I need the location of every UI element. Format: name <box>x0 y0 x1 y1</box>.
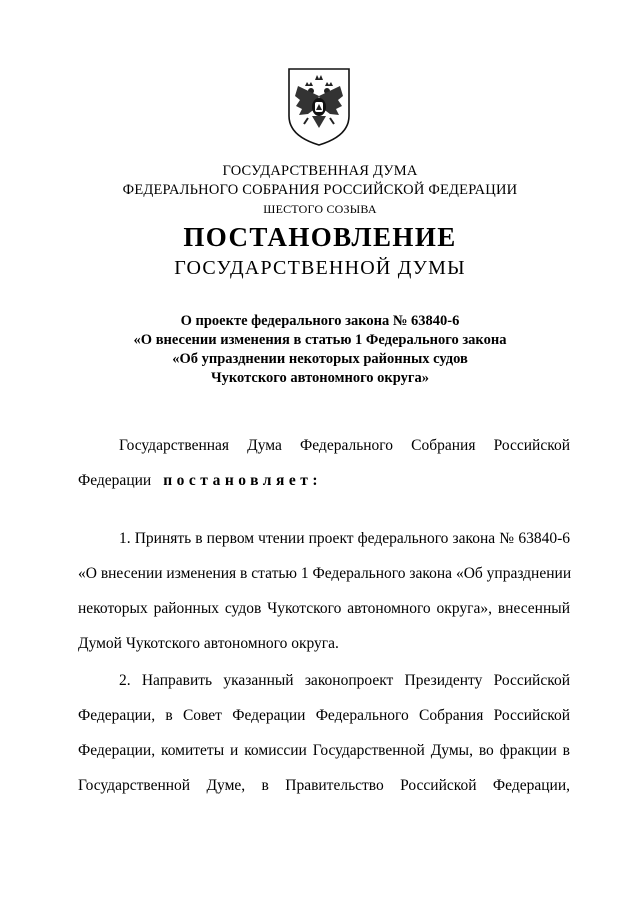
item-line: Государственной Думе, в Правительство Российской Федерации, <box>78 777 570 794</box>
preamble-line: Государственная Дума Федерального Собрания Российской <box>119 437 570 454</box>
item-line: 1. Принять в первом чтении проект федерального закона № 63840-6 <box>119 530 570 547</box>
subject-line: «Об упразднении некоторых районных судов <box>172 351 468 367</box>
preamble-paragraph <box>78 428 570 498</box>
item-paragraph-2 <box>78 663 570 803</box>
authority-line: ФЕДЕРАЛЬНОГО СОБРАНИЯ РОССИЙСКОЙ ФЕДЕРАЦИИ <box>122 182 518 198</box>
item-line: некоторых районных судов Чукотского автономного округа», внесенный <box>78 600 570 617</box>
item-line: Думой Чукотского автономного округа. <box>78 635 339 652</box>
preamble-text: Федерации <box>78 472 152 489</box>
document-title: ПОСТАНОВЛЕНИЕ <box>183 222 457 252</box>
subject-line: Чукотского автономного округа» <box>211 370 429 386</box>
subject-line: О проекте федерального закона № 63840-6 <box>180 313 460 329</box>
authority-header <box>0 162 640 219</box>
item-paragraph-1 <box>78 521 570 661</box>
convocation-line: ШЕСТОГО СОЗЫВА <box>263 202 377 216</box>
preamble-line <box>78 463 570 498</box>
document-subject <box>0 312 640 388</box>
document-subtitle: ГОСУДАРСТВЕННОЙ ДУМЫ <box>174 257 466 279</box>
item-line: Федерации, комитеты и комиссии Государственной Думы, во фракции в <box>78 742 570 759</box>
item-line: «О внесении изменения в статью 1 Федерального закона «Об упразднении <box>78 565 572 582</box>
subject-line: «О внесении изменения в статью 1 Федерального закона <box>133 332 507 348</box>
authority-line: ГОСУДАРСТВЕННАЯ ДУМА <box>222 163 418 179</box>
coat-of-arms-icon <box>286 66 352 148</box>
resolves-word: постановляет: <box>163 472 323 489</box>
item-line: Федерации, в Совет Федерации Федерального Собрания Российской <box>78 707 570 724</box>
item-line: 2. Направить указанный законопроект Президенту Российской <box>119 672 570 689</box>
